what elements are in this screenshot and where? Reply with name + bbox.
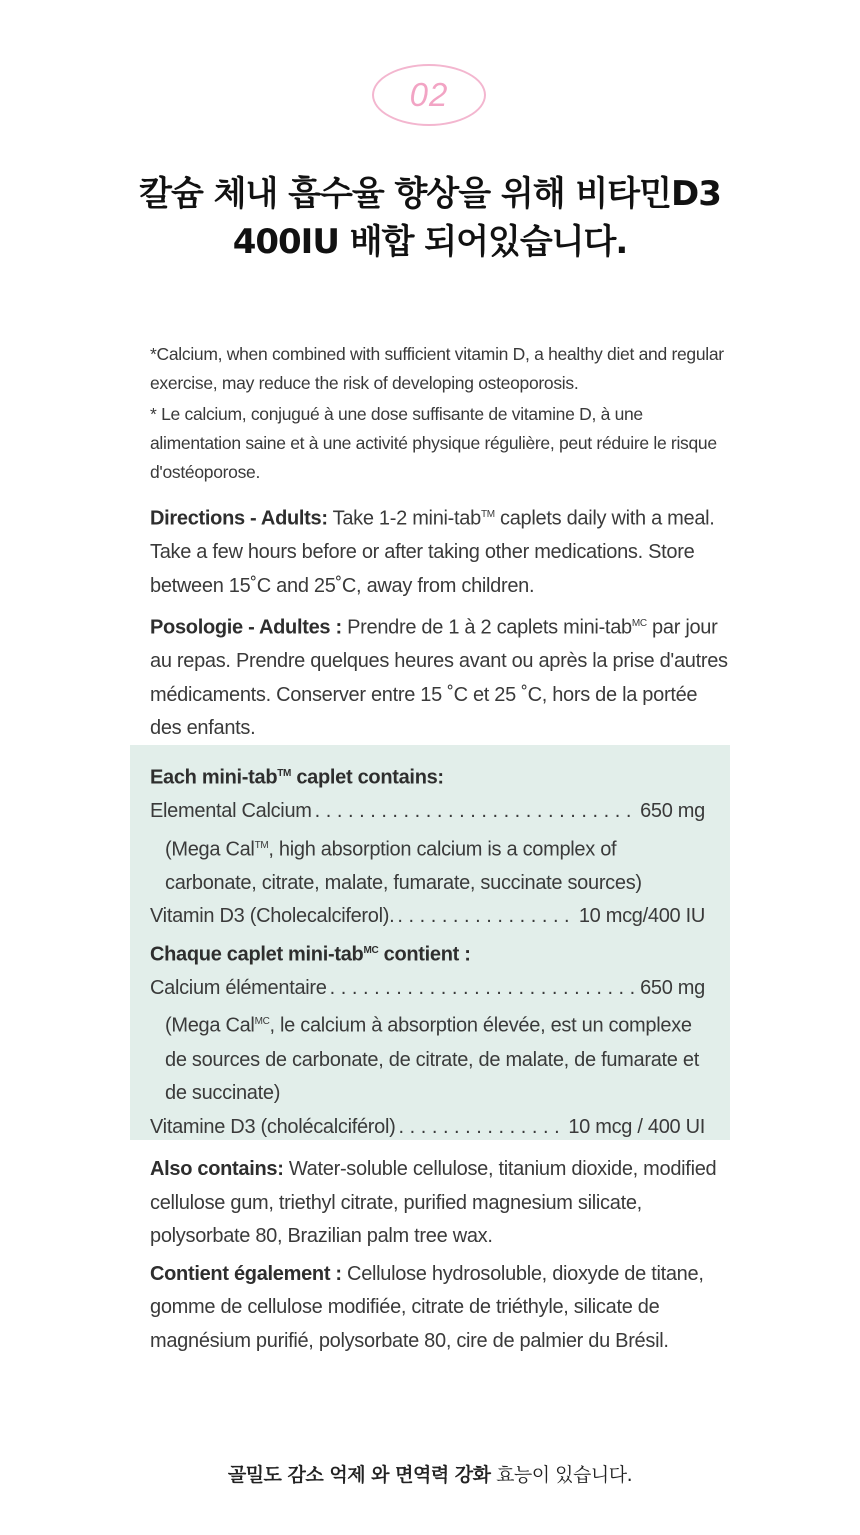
benefit-rest: 효능이 있습니다. bbox=[490, 1464, 633, 1486]
step-number-badge: 02 bbox=[372, 64, 486, 126]
osteoporosis-claim bbox=[150, 340, 730, 487]
headline bbox=[0, 170, 860, 266]
directions-section bbox=[150, 498, 730, 746]
headline-line-1: 칼슘 체내 흡수율 향상을 위해 비타민D3 bbox=[139, 174, 721, 214]
contains-english-title: Each mini-tab™ caplet contains: bbox=[150, 766, 444, 789]
claim-french: * Le calcium, conjugué à une dose suffisante de vitamine D, à une alimentation saine et à une activité physique régulière, peut réduire le risque d'ostéoporose. bbox=[150, 404, 717, 482]
directions-french-title: Posologie - Adultes : bbox=[150, 616, 342, 639]
vitamin-d-english-row: Vitamin D3 (Cholecalciferol). . . . 10 mcg/400 IU bbox=[150, 900, 705, 934]
claim-english: *Calcium, when combined with sufficient vitamin D, a healthy diet and regular exercise, may reduce the risk of developing osteoporosis. bbox=[150, 344, 724, 393]
calcium-english-row: Elemental Calcium . . . 650 mg bbox=[150, 795, 705, 829]
headline-line-2: 400IU 배합 되어있습니다. bbox=[232, 222, 628, 262]
other-ingredients bbox=[150, 1153, 730, 1358]
vitamin-d-french-row: Vitamine D3 (cholécalciférol) . . . 10 mcg / 400 UI bbox=[150, 1111, 705, 1145]
calcium-french-row: Calcium élémentaire . . . 650 mg bbox=[150, 972, 705, 1006]
also-contains-english: Also contains: Water-soluble cellulose, titanium dioxide, modified cellulose gum, triethyl citrate, purified magnesium silicate, polysorbate 80, Brazilian palm tree wax. bbox=[150, 1158, 717, 1247]
benefit-caption bbox=[0, 1460, 860, 1487]
ingredients-list bbox=[150, 757, 705, 1144]
also-contains-french: Contient également : Cellulose hydrosoluble, dioxyde de titane, gomme de cellulose modifiée, citrate de triéthyle, silicate de magnésium purifié, polysorbate 80, cire de palmier du Brésil. bbox=[150, 1262, 704, 1352]
benefit-highlight: 골밀도 감소 억제 와 면역력 강화 bbox=[227, 1464, 491, 1486]
contains-french-title: Chaque caplet mini-tab$^{MC}$ contient : bbox=[150, 943, 471, 966]
calcium-french-note: (Mega Cal$^{MC}$, le calcium à absorption élevée, est un complexe de sources de carbonate, de citrate, de malate, de fumarate et de succinate) bbox=[165, 1015, 699, 1105]
directions-english: Directions - Adults: Take 1-2 mini-tab™ caplets daily with a meal. Take a few hours before or after taking other medications. Store between 15˚C and 25˚C, away from children. bbox=[150, 507, 715, 597]
directions-english-title: Directions - Adults: bbox=[150, 507, 328, 530]
directions-french: Posologie - Adultes : Prendre de 1 à 2 caplets mini-tab$^{MC}$ par jour au repas. Prendre quelques heures avant ou après la prise d'autres médicaments. Conserver entre 15 ˚C et 25 ˚C, hors de la portée des enfants. bbox=[150, 616, 728, 740]
calcium-english-note: (Mega Cal™, high absorption calcium is a complex of carbonate, citrate, malate, fumarate, succinate sources) bbox=[165, 838, 642, 894]
